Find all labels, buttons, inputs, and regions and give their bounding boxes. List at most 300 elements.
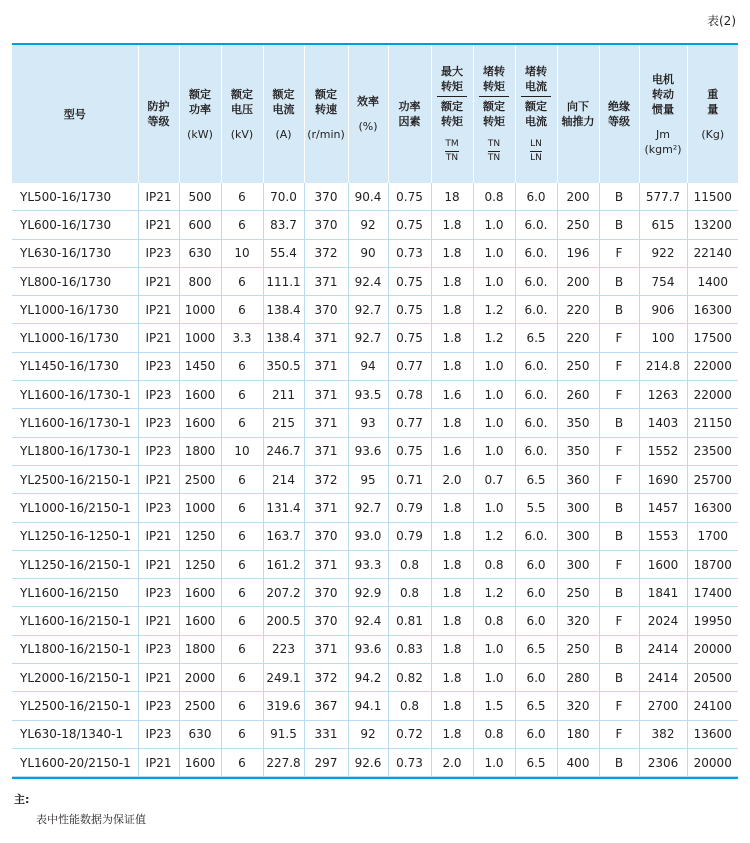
table-cell: 6.0. — [515, 352, 557, 380]
table-cell: F — [599, 720, 639, 748]
table-cell: 320 — [557, 692, 599, 720]
table-cell: 1.6 — [431, 381, 473, 409]
table-cell: 371 — [304, 352, 348, 380]
table-cell: 2414 — [639, 664, 687, 692]
table-cell: 0.78 — [388, 381, 431, 409]
table-cell: 319.6 — [263, 692, 304, 720]
table-cell: 1600 — [639, 550, 687, 578]
note-title: 主: — [14, 793, 30, 806]
table-cell: 1.2 — [473, 324, 515, 352]
table-cell: 6 — [221, 494, 263, 522]
table-row — [12, 381, 738, 409]
table-cell: 6.0 — [515, 664, 557, 692]
table-cell: 6 — [221, 183, 263, 211]
table-row — [12, 437, 738, 465]
table-cell: F — [599, 550, 639, 578]
table-cell: 0.8 — [388, 579, 431, 607]
table-cell: B — [599, 748, 639, 776]
table-cell: 630 — [179, 720, 221, 748]
table-cell: 0.8 — [473, 550, 515, 578]
table-cell: 6.5 — [515, 748, 557, 776]
table-cell: IP23 — [138, 720, 179, 748]
table-cell: 922 — [639, 239, 687, 267]
table-cell: 1600 — [179, 409, 221, 437]
table-cell: 1552 — [639, 437, 687, 465]
table-cell: 1600 — [179, 748, 221, 776]
table-cell: 92.7 — [348, 494, 388, 522]
table-cell: 1.8 — [431, 324, 473, 352]
table-cell: 10 — [221, 239, 263, 267]
table-row — [12, 409, 738, 437]
table-cell: 6.5 — [515, 324, 557, 352]
model-cell: YL2500-16/2150-1 — [12, 692, 138, 720]
table-cell: 1.0 — [473, 381, 515, 409]
model-cell: YL1000-16/1730 — [12, 296, 138, 324]
model-cell: YL1600-20/2150-1 — [12, 748, 138, 776]
table-cell: 0.77 — [388, 409, 431, 437]
table-cell: 0.7 — [473, 465, 515, 493]
header-divider — [437, 96, 467, 97]
table-cell: 600 — [179, 211, 221, 239]
table-cell: 1000 — [179, 494, 221, 522]
table-cell: 2500 — [179, 692, 221, 720]
table-cell: 95 — [348, 465, 388, 493]
table-cell: 1250 — [179, 522, 221, 550]
table-cell: 1.8 — [431, 635, 473, 663]
table-cell: 0.75 — [388, 183, 431, 211]
table-cell: 6 — [221, 720, 263, 748]
table-cell: 6.5 — [515, 635, 557, 663]
table-cell: 6 — [221, 409, 263, 437]
table-cell: 1.8 — [431, 239, 473, 267]
table-cell: 18 — [431, 183, 473, 211]
table-cell: F — [599, 352, 639, 380]
column-header — [599, 45, 639, 183]
table-caption: 表(2) — [707, 14, 736, 28]
table-cell: 1.8 — [431, 692, 473, 720]
table-cell: IP23 — [138, 352, 179, 380]
table-cell: 1000 — [179, 324, 221, 352]
table-cell: 906 — [639, 296, 687, 324]
table-cell: 214.8 — [639, 352, 687, 380]
column-header-label: 额定 电流 — [272, 87, 295, 116]
table-cell: B — [599, 522, 639, 550]
table-cell: 92 — [348, 720, 388, 748]
table-cell: 246.7 — [263, 437, 304, 465]
table-row — [12, 550, 738, 578]
table-cell: 1.0 — [473, 352, 515, 380]
table-cell: 17500 — [687, 324, 738, 352]
table-cell: 577.7 — [639, 183, 687, 211]
table-cell: 250 — [557, 211, 599, 239]
table-cell: 6.0 — [515, 720, 557, 748]
table-cell: 227.8 — [263, 748, 304, 776]
table-cell: IP23 — [138, 692, 179, 720]
table-cell: IP23 — [138, 635, 179, 663]
table-cell: 1600 — [179, 381, 221, 409]
table-cell: 1.8 — [431, 550, 473, 578]
table-cell: F — [599, 465, 639, 493]
model-cell: YL1800-16/2150-1 — [12, 635, 138, 663]
column-header-label: 型号 — [63, 107, 86, 121]
model-cell: YL1600-16/1730-1 — [12, 409, 138, 437]
table-cell: B — [599, 635, 639, 663]
table-cell: B — [599, 183, 639, 211]
table-cell: B — [599, 409, 639, 437]
table-cell: B — [599, 579, 639, 607]
table-cell: 214 — [263, 465, 304, 493]
table-cell: F — [599, 607, 639, 635]
table-cell: 1.5 — [473, 692, 515, 720]
table-cell: 200 — [557, 267, 599, 295]
table-row — [12, 324, 738, 352]
table-cell: 0.73 — [388, 239, 431, 267]
ratio-numerator: TN — [487, 139, 501, 149]
table-cell: 371 — [304, 494, 348, 522]
table-cell: 24100 — [687, 692, 738, 720]
table-cell: B — [599, 296, 639, 324]
table-row — [12, 607, 738, 635]
table-cell: 1.0 — [473, 239, 515, 267]
table-cell: 6.5 — [515, 465, 557, 493]
table-cell: IP21 — [138, 522, 179, 550]
table-cell: 800 — [179, 267, 221, 295]
table-cell: 1.8 — [431, 522, 473, 550]
table-cell: 372 — [304, 664, 348, 692]
table-cell: 93.6 — [348, 635, 388, 663]
table-cell: 371 — [304, 409, 348, 437]
table-cell: F — [599, 437, 639, 465]
table-cell: 6.0. — [515, 437, 557, 465]
table-cell: 5.5 — [515, 494, 557, 522]
table-cell: 220 — [557, 324, 599, 352]
table-cell: 1.8 — [431, 607, 473, 635]
ratio-denominator: TN — [445, 153, 459, 163]
table-cell: 93.6 — [348, 437, 388, 465]
table-cell: 6.0. — [515, 522, 557, 550]
table-cell: 0.8 — [388, 550, 431, 578]
table-cell: 19950 — [687, 607, 738, 635]
column-unit: (A) — [275, 127, 292, 141]
table-cell: 6 — [221, 465, 263, 493]
column-header-label-denominator: 额定 电流 — [525, 100, 547, 128]
table-cell: IP23 — [138, 494, 179, 522]
model-cell: YL1250-16/2150-1 — [12, 550, 138, 578]
model-cell: YL1600-16/1730-1 — [12, 381, 138, 409]
model-cell: YL1450-16/1730 — [12, 352, 138, 380]
table-cell: 615 — [639, 211, 687, 239]
table-cell: 6 — [221, 267, 263, 295]
table-cell: IP21 — [138, 550, 179, 578]
table-cell: 370 — [304, 296, 348, 324]
table-cell: 92.7 — [348, 324, 388, 352]
column-unit: (Kg) — [701, 127, 725, 141]
column-header-label: 功率 因素 — [398, 100, 421, 128]
table-cell: 372 — [304, 239, 348, 267]
ratio-denominator: TN — [487, 153, 501, 163]
table-cell: IP21 — [138, 183, 179, 211]
table-cell: 163.7 — [263, 522, 304, 550]
table-cell: 20000 — [687, 748, 738, 776]
table-cell: F — [599, 239, 639, 267]
column-header-label: 额定 功率 — [189, 87, 211, 116]
table-cell: 1800 — [179, 635, 221, 663]
table-cell: 370 — [304, 183, 348, 211]
table-cell: 2.0 — [431, 748, 473, 776]
table-cell: 138.4 — [263, 296, 304, 324]
column-header-label: 最大 转矩 — [441, 65, 463, 93]
column-header-label-denominator: 额定 转矩 — [441, 100, 463, 128]
model-cell: YL2000-16/2150-1 — [12, 664, 138, 692]
table-cell: 2306 — [639, 748, 687, 776]
table-cell: 360 — [557, 465, 599, 493]
table-cell: 1.2 — [473, 579, 515, 607]
table-cell: 200 — [557, 183, 599, 211]
table-cell: 131.4 — [263, 494, 304, 522]
table-cell: 1.8 — [431, 267, 473, 295]
table-cell: 371 — [304, 437, 348, 465]
table-cell: 93.5 — [348, 381, 388, 409]
table-cell: 1.0 — [473, 748, 515, 776]
table-cell: 6 — [221, 748, 263, 776]
table-cell: 350 — [557, 409, 599, 437]
table-cell: 0.75 — [388, 211, 431, 239]
table-cell: 0.75 — [388, 296, 431, 324]
table-cell: 1553 — [639, 522, 687, 550]
column-unit: (%) — [358, 120, 378, 133]
column-header — [639, 45, 687, 183]
table-cell: 1800 — [179, 437, 221, 465]
table-cell: 6 — [221, 664, 263, 692]
table-cell: 350 — [557, 437, 599, 465]
column-header — [304, 45, 348, 183]
table-cell: 94 — [348, 352, 388, 380]
table-cell: 1.0 — [473, 437, 515, 465]
table-cell: 370 — [304, 211, 348, 239]
table-cell: 249.1 — [263, 664, 304, 692]
table-cell: 370 — [304, 607, 348, 635]
table-cell: 6.0. — [515, 381, 557, 409]
table-cell: 220 — [557, 296, 599, 324]
column-header — [473, 45, 515, 183]
table-cell: 1.0 — [473, 211, 515, 239]
table-cell: B — [599, 664, 639, 692]
table-cell: 92.4 — [348, 607, 388, 635]
table-cell: 13600 — [687, 720, 738, 748]
table-row — [12, 267, 738, 295]
table-cell: B — [599, 267, 639, 295]
table-cell: 382 — [639, 720, 687, 748]
table-cell: 1.8 — [431, 664, 473, 692]
table-cell: 25700 — [687, 465, 738, 493]
table-cell: 20500 — [687, 664, 738, 692]
model-cell: YL1800-16/1730-1 — [12, 437, 138, 465]
model-cell: YL500-16/1730 — [12, 183, 138, 211]
table-cell: 92.6 — [348, 748, 388, 776]
header-row — [12, 45, 738, 183]
model-cell: YL2500-16/2150-1 — [12, 465, 138, 493]
column-header — [557, 45, 599, 183]
column-header-label: 堵转 电流 — [525, 65, 547, 93]
table-row — [12, 692, 738, 720]
table-cell: 297 — [304, 748, 348, 776]
table-cell: 83.7 — [263, 211, 304, 239]
table-cell: 1.6 — [431, 437, 473, 465]
table-cell: 6.0 — [515, 579, 557, 607]
table-cell: 371 — [304, 635, 348, 663]
table-cell: IP21 — [138, 607, 179, 635]
table-cell: 1841 — [639, 579, 687, 607]
table-cell: 1000 — [179, 296, 221, 324]
table-cell: 1.2 — [473, 296, 515, 324]
table-cell: 6 — [221, 607, 263, 635]
column-header — [388, 45, 431, 183]
ratio-numerator: TM — [445, 139, 459, 149]
table-cell: 100 — [639, 324, 687, 352]
table-cell: 6.0. — [515, 211, 557, 239]
column-header-label-denominator: 额定 转矩 — [483, 100, 505, 128]
column-header-label: 重 量 — [707, 87, 719, 116]
table-cell: 1403 — [639, 409, 687, 437]
table-cell: 55.4 — [263, 239, 304, 267]
table-cell: 16300 — [687, 296, 738, 324]
table-cell: 350.5 — [263, 352, 304, 380]
table-cell: 1.8 — [431, 579, 473, 607]
table-cell: IP21 — [138, 664, 179, 692]
table-cell: 180 — [557, 720, 599, 748]
table-cell: 6 — [221, 352, 263, 380]
table-cell: IP23 — [138, 437, 179, 465]
table-cell: 6 — [221, 579, 263, 607]
table-cell: 1250 — [179, 550, 221, 578]
table-cell: 250 — [557, 635, 599, 663]
table-cell: 0.72 — [388, 720, 431, 748]
table-cell: 1690 — [639, 465, 687, 493]
table-cell: 300 — [557, 494, 599, 522]
table-cell: 1.0 — [473, 409, 515, 437]
table-cell: 22000 — [687, 381, 738, 409]
table-cell: 1.2 — [473, 522, 515, 550]
table-cell: 22140 — [687, 239, 738, 267]
table-row — [12, 494, 738, 522]
table-row — [12, 635, 738, 663]
column-header — [348, 45, 388, 183]
column-header — [179, 45, 221, 183]
table-cell: 70.0 — [263, 183, 304, 211]
column-header — [515, 45, 557, 183]
table-cell: 90.4 — [348, 183, 388, 211]
column-header — [431, 45, 473, 183]
table-cell: 6 — [221, 635, 263, 663]
motor-spec-table — [12, 43, 738, 779]
table-cell: 1.8 — [431, 409, 473, 437]
table-cell: 92.7 — [348, 296, 388, 324]
table-cell: 17400 — [687, 579, 738, 607]
column-header — [221, 45, 263, 183]
table-row — [12, 183, 738, 211]
table-row — [12, 748, 738, 776]
table-cell: 0.77 — [388, 352, 431, 380]
table-row — [12, 296, 738, 324]
table-cell: 138.4 — [263, 324, 304, 352]
ratio-symbol — [530, 139, 542, 164]
column-header-label: 防护 等级 — [147, 100, 170, 128]
table-cell: 2414 — [639, 635, 687, 663]
table-cell: 370 — [304, 522, 348, 550]
table-cell: IP23 — [138, 579, 179, 607]
table-cell: 111.1 — [263, 267, 304, 295]
table-cell: 1.8 — [431, 494, 473, 522]
table-cell: B — [599, 211, 639, 239]
model-cell: YL1600-16/2150-1 — [12, 607, 138, 635]
table-cell: IP23 — [138, 381, 179, 409]
table-cell: F — [599, 692, 639, 720]
table-cell: 1.8 — [431, 352, 473, 380]
model-cell: YL1600-16/2150 — [12, 579, 138, 607]
table-cell: 6.0. — [515, 409, 557, 437]
table-cell: 6 — [221, 522, 263, 550]
table-cell: 22000 — [687, 352, 738, 380]
column-header-label: 额定 转速 — [315, 87, 337, 116]
table-cell: 6 — [221, 296, 263, 324]
model-cell: YL1000-16/2150-1 — [12, 494, 138, 522]
table-cell: 372 — [304, 465, 348, 493]
column-header — [12, 45, 138, 183]
table-cell: 92.4 — [348, 267, 388, 295]
table-cell: 320 — [557, 607, 599, 635]
table-cell: 280 — [557, 664, 599, 692]
ratio-numerator: LN — [530, 139, 542, 149]
table-cell: 0.8 — [473, 720, 515, 748]
table-cell: 2.0 — [431, 465, 473, 493]
table-row — [12, 664, 738, 692]
table-row — [12, 579, 738, 607]
table-cell: B — [599, 494, 639, 522]
table-cell: 500 — [179, 183, 221, 211]
column-unit: (kV) — [230, 127, 254, 141]
table-cell: IP23 — [138, 239, 179, 267]
table-cell: F — [599, 324, 639, 352]
table-cell: 0.79 — [388, 522, 431, 550]
table-cell: 6.0 — [515, 550, 557, 578]
table-cell: 200.5 — [263, 607, 304, 635]
table-cell: 90 — [348, 239, 388, 267]
table-cell: 1.8 — [431, 211, 473, 239]
table-cell: 6 — [221, 692, 263, 720]
column-header — [687, 45, 738, 183]
table-cell: 94.1 — [348, 692, 388, 720]
column-header-label: 向下 轴推力 — [561, 100, 595, 128]
table-cell: 0.8 — [473, 183, 515, 211]
column-header-label: 电机 转动 惯量 — [652, 72, 674, 116]
table-cell: 23500 — [687, 437, 738, 465]
table-cell: 260 — [557, 381, 599, 409]
table-row — [12, 211, 738, 239]
table-cell: 6.0. — [515, 296, 557, 324]
table-cell: IP21 — [138, 324, 179, 352]
table-cell: 2500 — [179, 465, 221, 493]
table-cell: F — [599, 381, 639, 409]
model-cell: YL1000-16/1730 — [12, 324, 138, 352]
table-cell: 371 — [304, 550, 348, 578]
table-cell: 630 — [179, 239, 221, 267]
header-divider — [479, 96, 509, 97]
table-cell: 300 — [557, 522, 599, 550]
table-cell: 6.0. — [515, 239, 557, 267]
table-row — [12, 720, 738, 748]
table-cell: 1.0 — [473, 635, 515, 663]
table-cell: 91.5 — [263, 720, 304, 748]
